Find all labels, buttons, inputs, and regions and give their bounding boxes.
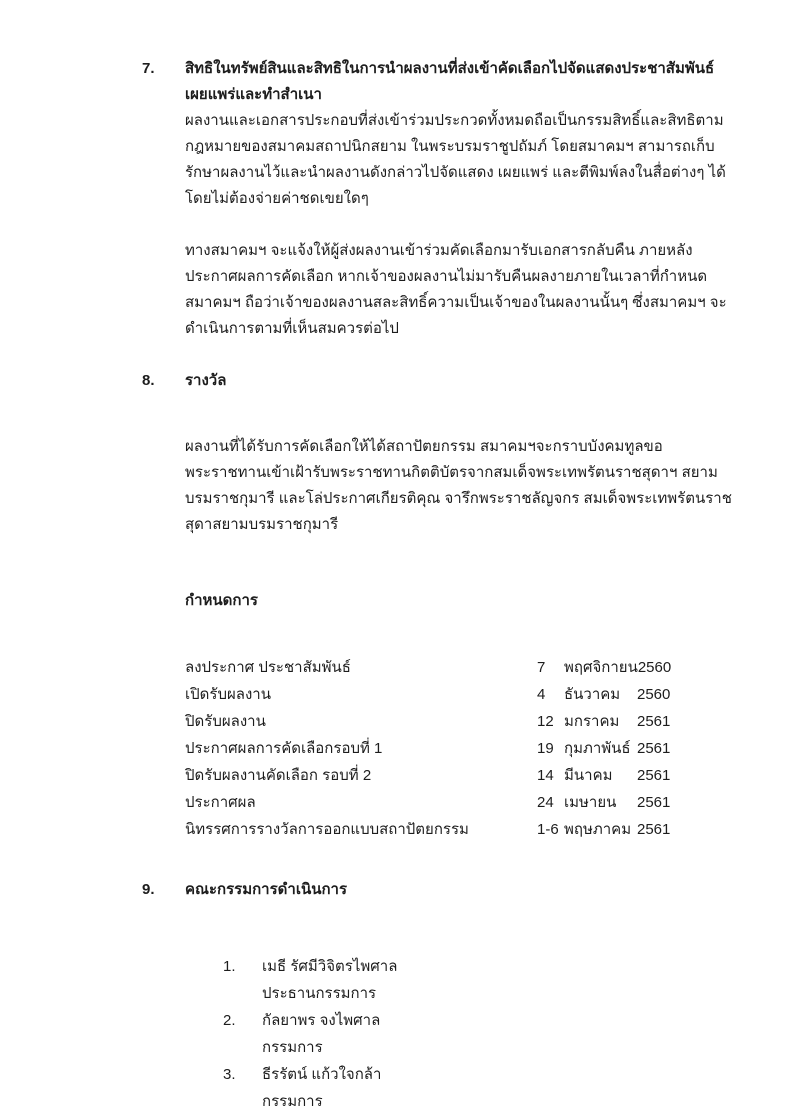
schedule-item-month: พฤษภาคม: [564, 821, 632, 838]
committee-member-body: [262, 1007, 733, 1061]
schedule-item-month: กุมภาพันธ์: [564, 740, 631, 757]
schedule-table: [185, 654, 733, 843]
section-7-heading: สิทธิในทรัพย์สินและสิทธิในการนำผลงานที่ส่งเข้าคัดเลือกไปจัดแสดงประชาสัมพันธ์เผยแพร่และทำสำเนา: [185, 60, 715, 103]
committee-member-number: 2.: [223, 1012, 236, 1029]
schedule-item-year: 2561: [637, 767, 671, 784]
section-8-paragraph: ผลงานที่ได้รับการคัดเลือกให้ได้สถาปัตยกรรม สมาคมฯจะกราบบังคมทูลขอพระราชทานเข้าเฝ้ารับพระราชทานกิตติบัตรจากสมเด็จพระเทพรัตนราชสุดาฯ สยามบรมราชกุมารี และโล่ประกาศเกียรติคุณ จารึกพระราชลัญจกร สมเด็จพระเทพรัตนราชสุดาสยามบรมราชกุมารี: [185, 438, 732, 533]
schedule-item-month: มีนาคม: [564, 767, 613, 784]
section-8-heading: รางวัล: [185, 372, 227, 389]
schedule-item-month: เมษายน: [564, 794, 617, 811]
section-9: [142, 877, 733, 1115]
section-7-paragraph-1: ผลงานและเอกสารประกอบที่ส่งเข้าร่วมประกวดทั้งหมดถือเป็นกรรมสิทธิ์และสิทธิตามกฎหมายของสมาคมสถาปนิกสยาม ในพระบรมราชูปถัมภ์ โดยสมาคมฯ สามารถเก็บรักษาผลงานไว้และนำผลงานดังกล่าวไปจัดแสดง เผยแพร่ และตีพิมพ์ลงในสื่อต่างๆ ได้ โดยไม่ต้องจ่ายค่าชดเขยใดๆ: [185, 112, 726, 207]
schedule-item-label: ลงประกาศ ประชาสัมพันธ์: [185, 659, 351, 676]
schedule-item-day: 1-6: [537, 821, 559, 838]
committee-member-body: [262, 1061, 733, 1115]
schedule-item-month: มกราคม: [564, 713, 620, 730]
schedule-row: [185, 654, 733, 681]
section-9-heading: คณะกรรมการดำเนินการ: [185, 881, 348, 898]
schedule-item-day: 24: [537, 794, 554, 811]
schedule-row: [185, 762, 733, 789]
committee-member-body: [262, 953, 733, 1007]
schedule-item-day: 4: [537, 686, 546, 703]
schedule-row: [185, 789, 733, 816]
section-8: [142, 368, 733, 843]
schedule-item-year: 2561: [637, 794, 671, 811]
committee-list: [223, 953, 733, 1115]
section-7-content: [185, 56, 733, 342]
schedule-item-label: ประกาศผลการคัดเลือกรอบที่ 1: [185, 740, 383, 757]
schedule-item-year: 2560: [637, 659, 672, 676]
committee-member-name: ธีรรัตน์ แก้วใจกล้า: [262, 1066, 382, 1083]
schedule-item-month: ธันวาคม: [564, 686, 621, 703]
committee-member-role: กรรมการ: [262, 1039, 323, 1056]
committee-member: [223, 1007, 733, 1061]
schedule-item-label: เปิดรับผลงาน: [185, 686, 271, 703]
committee-member-number: 1.: [223, 958, 236, 975]
committee-member-role: ประธานกรรมการ: [262, 985, 377, 1002]
schedule-item-day: 12: [537, 713, 554, 730]
section-9-content: [185, 877, 733, 1115]
schedule-item-label: นิทรรศการรางวัลการออกแบบสถาปัตยกรรม: [185, 821, 469, 838]
schedule-item-month: พฤศจิกายน: [564, 659, 638, 676]
section-7-number: 7.: [142, 60, 155, 77]
schedule-heading: กำหนดการ: [185, 592, 258, 609]
schedule-item-day: 19: [537, 740, 554, 757]
schedule-item-day: 14: [537, 767, 554, 784]
schedule-item-year: 2561: [637, 821, 671, 838]
committee-member-number: 3.: [223, 1066, 236, 1083]
section-8-number: 8.: [142, 372, 155, 389]
schedule-row: [185, 708, 733, 735]
committee-member-role: กรรมการ: [262, 1093, 323, 1110]
committee-member: [223, 1061, 733, 1115]
schedule-row: [185, 681, 733, 708]
schedule-row: [185, 816, 733, 843]
schedule-item-year: 2560: [637, 686, 671, 703]
schedule-row: [185, 735, 733, 762]
section-7-paragraph-2: ทางสมาคมฯ จะแจ้งให้ผู้ส่งผลงานเข้าร่วมคัดเลือกมารับเอกสารกลับคืน ภายหลังประกาศผลการคัดเลือก หากเจ้าของผลงานไม่มารับคืนผลงายภายในเวลาที่กำหนด สมาคมฯ ถือว่าเจ้าของผลงานสละสิทธิ์ความเป็นเจ้าของในผลงานนั้นๆ ซึ่งสมาคมฯ จะดำเนินการตามที่เห็นสมควรต่อไป: [185, 242, 727, 337]
section-7: [142, 56, 733, 342]
committee-member-name: กัลยาพร จงไพศาล: [262, 1012, 381, 1029]
schedule-item-label: ปิดรับผลงาน: [185, 713, 266, 730]
section-9-number: 9.: [142, 881, 155, 898]
schedule-item-year: 2561: [637, 740, 671, 757]
schedule-item-label: ปิดรับผลงานคัดเลือก รอบที่ 2: [185, 767, 372, 784]
committee-member-name: เมธี รัศมีวิจิตรไพศาล: [262, 958, 398, 975]
schedule-item-day: 7: [537, 659, 546, 676]
committee-member: [223, 953, 733, 1007]
section-8-content: [185, 368, 733, 843]
schedule-item-year: 2561: [637, 713, 671, 730]
schedule-item-label: ประกาศผล: [185, 794, 256, 811]
